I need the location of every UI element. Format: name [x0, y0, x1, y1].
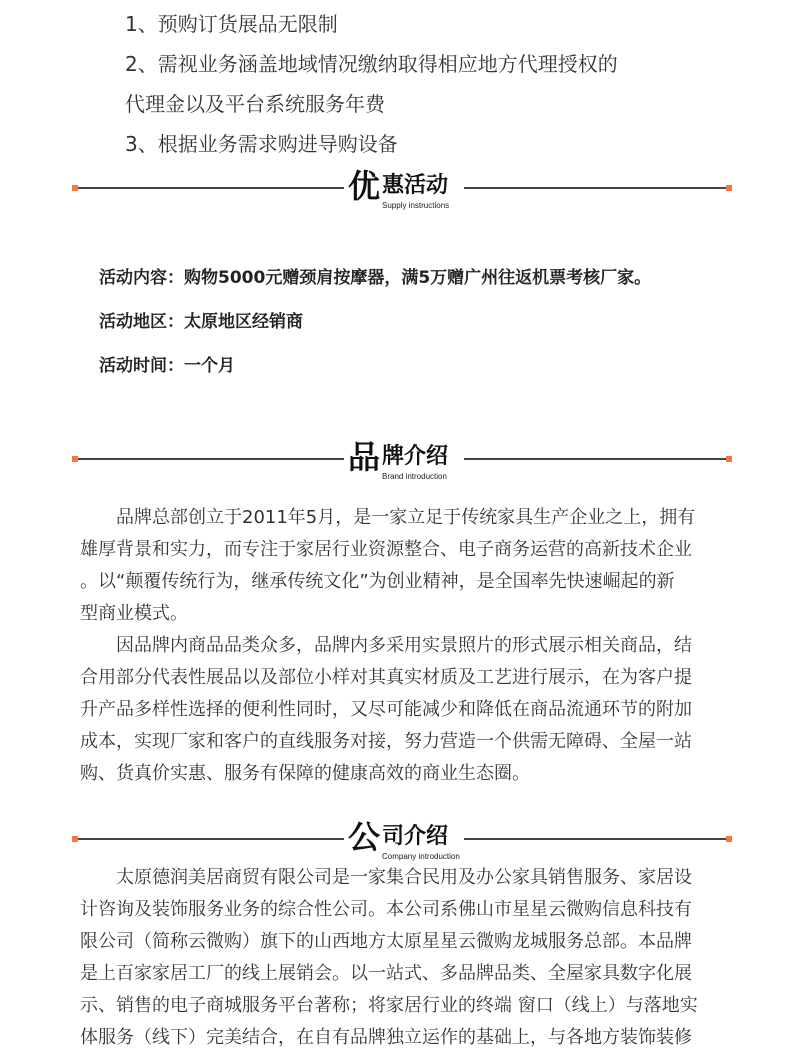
text-line: 雄厚背景和实力，而专注于家居行业资源整合、电子商务运营的高新技术企业	[80, 539, 692, 560]
intro-item-2-continued: 代理金以及平台系统服务年费	[125, 92, 385, 116]
text-line: 合用部分代表性展品以及部位小样对其真实材质及工艺进行展示，在为客户提	[80, 667, 692, 688]
intro-list	[125, 4, 725, 164]
orange-dot-right	[726, 185, 732, 191]
divider-line-right	[464, 458, 726, 460]
text-line: 购、货真价实惠、服务有保障的健康高效的商业生态圈。	[80, 763, 530, 784]
brand-paragraph-1	[80, 502, 720, 630]
section-title-rest: 司介绍	[382, 824, 449, 849]
section-header-promo	[72, 166, 732, 210]
section-title-rest: 牌介绍	[382, 444, 449, 469]
intro-item-2: 2、需视业务涵盖地域情况缴纳取得相应地方代理授权的	[125, 52, 618, 76]
divider-line-left	[78, 838, 344, 840]
divider-line-right	[464, 187, 726, 189]
section-header-brand	[72, 437, 732, 481]
text-line: 型商业模式。	[80, 603, 188, 624]
section-title-big-char: 公	[348, 818, 381, 856]
text-line: 因品牌内商品品类众多，品牌内多采用实景照片的形式展示相关商品，结	[116, 635, 692, 656]
text-line: 品牌总部创立于2011年5月，是一家立足于传统家具生产企业之上，拥有	[116, 507, 696, 528]
section-header-company	[72, 817, 732, 861]
section-subtitle: Brand introduction	[382, 472, 447, 481]
divider-line-left	[78, 458, 344, 460]
orange-dot-right	[726, 456, 732, 462]
promo-duration: 活动时间：一个月	[99, 356, 235, 376]
company-body	[80, 862, 720, 1052]
section-title-rest: 惠活动	[382, 173, 449, 198]
text-line: 计咨询及装饰服务业务的综合性公司。本公司系佛山市星星云微购信息科技有	[80, 899, 692, 920]
text-line: 升产品多样性选择的便利性同时，又尽可能减少和降低在商品流通环节的附加	[80, 699, 692, 720]
text-line: 体服务（线下）完美结合，在自有品牌独立运作的基础上，与各地方装饰装修	[80, 1027, 692, 1048]
text-line: 是上百家家居工厂的线上展销会。以一站式、多品牌品类、全屋家具数字化展	[80, 963, 692, 984]
intro-item-1: 1、预购订货展品无限制	[125, 12, 338, 36]
company-paragraph-1	[80, 862, 720, 1052]
promo-details	[99, 256, 759, 388]
promo-content: 活动内容：购物5000元赠颈肩按摩器，满5万赠广州往返机票考核厂家。	[99, 268, 652, 288]
text-line: 成本，实现厂家和客户的直线服务对接，努力营造一个供需无障碍、全屋一站	[80, 731, 692, 752]
section-title-big-char: 品	[348, 438, 381, 476]
text-line: 太原德润美居商贸有限公司是一家集合民用及办公家具销售服务、家居设	[116, 867, 692, 888]
divider-line-left	[78, 187, 344, 189]
intro-item-3: 3、根据业务需求购进导购设备	[125, 132, 398, 156]
section-title-company	[348, 817, 468, 861]
promo-region: 活动地区：太原地区经销商	[99, 312, 303, 332]
orange-dot-right	[726, 836, 732, 842]
section-subtitle: Company introduction	[382, 852, 460, 861]
section-subtitle: Supply instructions	[382, 201, 450, 210]
text-line: 。以“颠覆传统行为，继承传统文化”为创业精神，是全国率先快速崛起的新	[80, 571, 675, 592]
brand-paragraph-2	[80, 630, 720, 790]
section-title-promo	[348, 166, 468, 210]
text-line: 示、销售的电子商城服务平台著称；将家居行业的终端 窗口（线上）与落地实	[80, 995, 698, 1016]
section-title-brand	[348, 437, 468, 481]
brand-body	[80, 502, 720, 790]
text-line: 限公司（简称云微购）旗下的山西地方太原星星云微购龙城服务总部。本品牌	[80, 931, 692, 952]
divider-line-right	[464, 838, 726, 840]
section-title-big-char: 优	[348, 167, 381, 205]
